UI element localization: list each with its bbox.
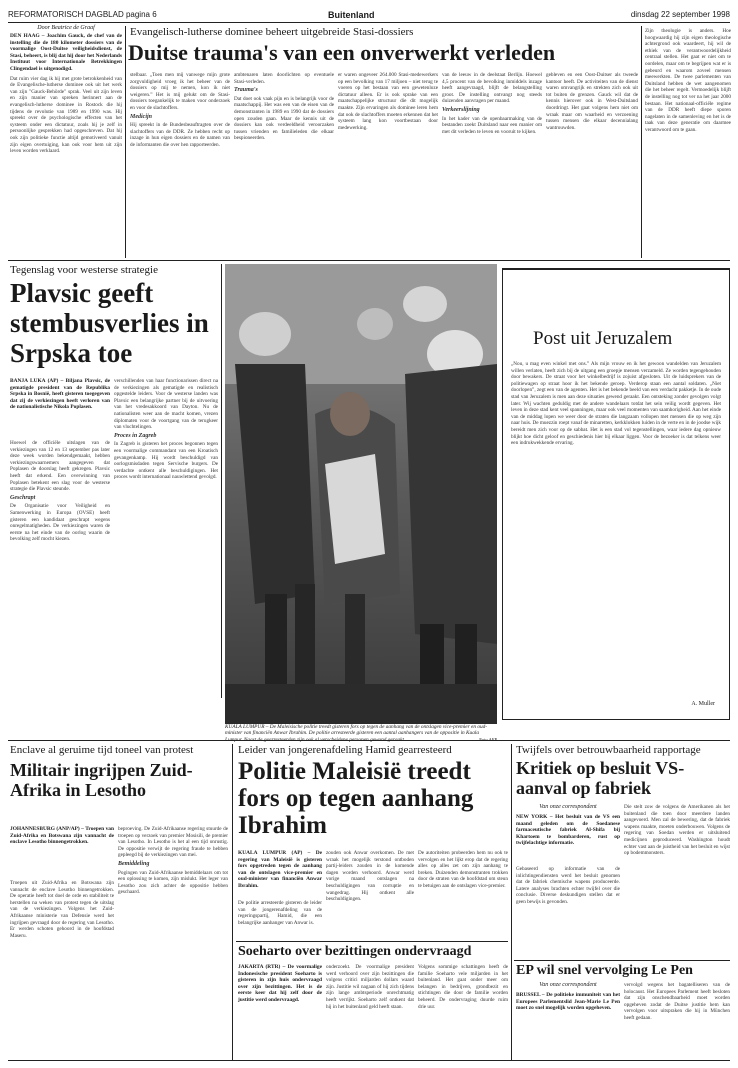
jerusalem-title: Post uit Jeruzalem: [533, 328, 673, 349]
subhead-traumas: Trauma's: [234, 87, 258, 94]
bosnia-body-2: verschillenden van haar functionarissen direct na de verkiezingen als gematigde en realistisch opgestelde leiders. Voor de westerse landen was Plavsic een belangrijke partner bij de uitvoering van het vredesakkoord van Dayton. Nu de nationalisten weer aan de macht komen, vrezen diplomaten voor de voortgang van de terugkeer van vluchtelingen. Proces in Zagreb In Zagreb is gisteren het proces begonnen tegen een voormalige commandant van een Kroatisch gevangenkamp. Hij wordt beschuldigd van oorlogsmisdaden tegen Servische burgers. De verdachte ontkent alle beschuldigingen. Het proces wordt internationaal nauwlettend gevolgd.: [114, 378, 218, 481]
subhead-bemiddeling: Bemiddeling: [118, 860, 150, 867]
malaysia-body-3: De autoriteiten probeerden hem nu ook te vervolgen en het lijkt erop dat de regering alles op alles zet om zijn aanhang te breken. Duizenden demonstranten trokken door de straten van de hoofdstad om steun te betuigen aan de ontslagen vice-premier.: [418, 850, 508, 889]
page-header: [8, 8, 730, 22]
kritiek-headline: Kritiek op besluit VS-aanval op fabriek: [516, 758, 685, 798]
top-story-body-1: Dat ruim vier dag ik hij met grote betrokkenheid van de Evangelische-lutherse dominee ook uit het werk van zijn "Gauck-Behörde" sprak. Veel uit zijn leven en zijn manier van spreken herinnert aan de evangelisch-lutherse dominee in Rostock die hij tijdens de revolutie van 1989 en 1990 was. Hij spreekt over de psychologische effecten van het systeem onder een dictatuur, zoals hij je zelf in persoonlijke gesprekken had opgeschreven. Dat hij ook zijn politieke functie altijd gemotiveerd vanuit zijn eigen overtuiging, kan ook voor hem uit zijn leven worden verklaard.: [10, 75, 122, 155]
bosnia-kicker: Tegenslag voor westerse strategie: [10, 264, 158, 276]
soeharto-body-2: Volgens sommige schattingen heeft de familie Soeharto vele miljarden in het buitenland. Het gaat onder meer om belangen in bedrijven, grondbezit en stichtingen die door de familie worden beheerd. De ondervraging duurde ruim drie uur.: [418, 964, 508, 1010]
header-rule: [8, 22, 730, 23]
riot-police-photo: [225, 264, 497, 724]
top-story-body-4: er waren ongeveer 264.000 Stasi-medewerkers op een bevolking van 17 miljoen – niet terug te voeren op het bestaan van een gewetenloze dictatuur alleen. Er is ook sprake van een maatschappelijke structuur die dit mogelijk maakte. Zijn ervaringen als dominee leren hem dat ook de slachtoffers moeten erkennen dat het systeem lang kon voortbestaan door medewerking.: [338, 72, 438, 131]
malaysia-body-1: De politie arresteerde gisteren de leider van de jongerenafdeling van de regeringspartij, Hamid, die een belangrijke aanhanger van Anwar is.: [238, 900, 322, 926]
lepen-dateline: BRUSSEL – De politieke immuniteit van het Europees Parlementslid Jean-Marie Le Pen moet zo snel mogelijk worden opgeheven.: [516, 992, 620, 1012]
top-story-body-5: van de leeuw in de deelstaat Berlijn. Hoewel 4,5 procent van de bevolking inmiddels inzage heeft aangevraagd, blijft de belangstelling groot. De instelling ontvangt nog steeds duizenden aanvragen per maand. Verkeerslijning In het kader van de openbaarmaking van de bestanden zoekt Duitsland naar een manier om met dit verleden te leven en vooruit te kijken.: [442, 72, 542, 135]
lesotho-body-2: beproeving. De Zuid-Afrikaanse regering stuurde de troepen op verzoek van premier Mosisili, de premier van Lesotho. In Lesotho is het al een tijd onrustig. De oppositie verwijt de regering fraude te hebben gepleegd bij de verkiezingen van mei. Bemiddeling Pogingen van Zuid-Afrikaanse bemiddelaars om tot een oplossing te komen, zijn mislukt. Het leger van Lesotho zou zich achter de oppositie hebben geschaard.: [118, 826, 228, 896]
malaysia-body-2: zouden ook Anwar overkomen. De met wraak het mogelijk terstond ontboden partij-leiders zouden in de komende dagen worden verhoord. Anwar werd vorige maand ontslagen na beschuldigingen van corruptie en wangedrag. Hij ontkent alle beschuldigingen.: [326, 850, 414, 903]
top-story-body-7: Zijn theologie is anders. Hoe hoogwaardig hij zijn eigen theologische achtergrond ook waardeert, hij wil de ethiek van de verantwoordelijkheid centraal stellen. Het gaat er niet om te oordelen, maar om te begrijpen wat er is gebeurd en waarom zoveel mensen meewerkten. De twee parlementen van Duitsland hebben de wet aangenomen die het beheer regelt. Vermoedelijk blijft de instelling nog tot ver na het jaar 2000 bestaan. Het nationaal-officiële regime van de DDR heeft diepe sporen nagelaten in de samenleving en het is de taak van deze generatie om daarmee verantwoord om te gaan.: [645, 28, 731, 133]
top-story-byline: Door Beatrice de Graaf: [37, 25, 95, 31]
soeharto-body-1: onderzoekt. De voormalige president werd verhoord over zijn bezittingen die volgens critici miljarden dollars waard zijn. Justitie wil nagaan of hij zich tijdens zijn lange ambtsperiode onrechtmatig heeft verrijkt. Soeharto zelf ontkent dat hij in het buitenland geld heeft staan.: [326, 964, 414, 1010]
subhead-proces-zagreb: Proces in Zagreb: [114, 432, 157, 439]
lesotho-headline: Militair ingrijpen Zuid-Afrika in Lesotho: [10, 760, 193, 800]
subhead-medicijn: Medicijn: [130, 113, 152, 120]
newspaper-page-label: REFORMATORISCH DAGBLAD pagina 6: [8, 10, 157, 19]
riot-police-photo-svg: [225, 264, 497, 724]
photo-caption-text: KUALA LUMPUR – De Maleisische politie treedt gisteren fors op tegen de aanhang van de ontslagen vice-premier en oud-minister van financiën Anwar Ibrahim. De politie arresteerde gisteren een aantal aanhangers van de oppositie in Kuala: [225, 724, 488, 737]
kritiek-body-1: Gebaseerd op informatie van de inlichtingendiensten werd het besluit genomen dat de fabriek chemische wapens produceerde. Latere analyses brachten echter twijfel over die conclusie. Diverse deskundigen stellen dat er geen bewijs is gevonden.: [516, 866, 620, 905]
kritiek-kicker: Twijfels over betrouwbaarheid rapportage: [516, 744, 701, 756]
kritiek-byline: Van onze correspondent: [539, 804, 597, 810]
lepen-headline: EP wil snel vervolging Le Pen: [516, 963, 693, 978]
lesotho-body-1: Troepen uit Zuid-Afrika en Botswana zijn vannacht de enclave Lesotho binnengetrokken. De operatie heeft tot doel de orde en stabiliteit te herstellen na weken van protest tegen de uitslag van de verkiezingen. Volgens het Zuid-Afrikaanse ministerie van Defensie werd het ingrijpen gevraagd door de regering van Lesotho. Er werden schoten gehoord in de hoofdstad Maseru.: [10, 880, 114, 939]
jerusalem-body: „Nou, u mag even winkel met ons.” Als mijn vrouw en ik het gewoon wandelden van Jeruzalem willen verlaten, heeft zich bij de uitgang een groepje mensen verzameld. Ze worden tegengehouden door bewakers. De straat voor het winkelbedrijf is zojuist afgesloten. Uit de luidsprekers van de politiewagen op straat hoor ik het bekende geroep. Verderop staan een aantal soldaten. „Niet doorlopen”, zegt een van de agenten. Het is het bekende beeld van een verdacht pakketje. In de oude stad van Jeruzalem is men aan deze situaties gewend geraakt. Een ontsteking zonder gevolgen volgt later. Wij wachten geduldig met de andere wandelaars totdat het sein veilig wordt gegeven. Het leven in deze stad kent veel spanningen, maar ook veel momenten van saamhorigheid. Aan het einde van de middag lopen we weer door de straten die langzaam vollopen met mensen die op weg zijn naar huis. De muezzin roept vanaf de minaretten, kerkklokken luiden in de verte en in de joodse wijk bereidt men zich voor op de sabbat. Het is een stad vol tegenstellingen, waar iedere dag opnieuw blijkt hoe dicht geloof en geschiedenis hier bij elkaar liggen. Voor de bezoeker is dat telkens weer een indrukwekkende ervaring.: [511, 361, 721, 447]
top-story-headline: Duitse trauma's van een onverwerkt verleden: [128, 40, 556, 65]
lepen-body-1: vervolgd wegens het bagatelliseren van de holocaust. Het Europees Parlement heeft besloten dat zijn onschendbaarheid moet worden opgeheven zodat de Duitse justitie hem kan vervolgen voor uitspraken die hij in München heeft gedaan.: [624, 982, 730, 1021]
top-story-body-2: stelbaar. „Toen men mij vanwege mijn grote zorgvuldigheid vroeg ik het beheer van de dossiers op mij te nemen, kon ik niet weigeren.” Het is mij gelukt om de Stasi-dossiers toegankelijk te maken voor onderzoek en voor de slachtoffers. Medicijn Hij spreekt in de Bundesbeauftragten over de slachtoffers van de DDR. Ze hebben recht op inzage in hun eigen dossiers en de namen van de informanten die over hen rapporteerden.: [130, 72, 230, 148]
top-story-body-3: ambtenaren laten doorlichten op eventuele Stasi-verleden. Trauma's Dat doet ook vaak pijn en is belangrijk voor de maatschappij. Het was een van de eisen van de demonstranten in 1989 en 1990 dat de dossiers open zouden gaan. Maar de kennis uit de dossiers kan ook verdeeldheid veroorzaken tussen vrienden en familieleden die elkaar bespioneerden.: [234, 72, 334, 142]
subhead-geschrapt: Geschrapt: [10, 494, 36, 501]
subhead-verkeerslijning: Verkeerslijning: [442, 106, 480, 113]
soeharto-headline: Soeharto over bezittingen ondervraagd: [238, 944, 472, 959]
page-date: dinsdag 22 september 1998: [630, 10, 730, 19]
top-story-intro: DEN HAAG – Joachim Gauck, de chef van de instelling die de 180 kilometer dossiers van de voormalige Oost-Duitse veiligheidsdienst, de Stasi, beheert, is blij dat hij door het Nederlands Instituut voor Internationale Betrekkingen Clingendael is uitgenodigd.: [10, 33, 122, 72]
soeharto-dateline: JAKARTA (RTR) – De voormalige Indonesische president Soeharto is gisteren in zijn huis ondervraagd over zijn bezittingen. Het is de eerste keer dat hij zelf door de justitie werd ondervraagd.: [238, 964, 322, 1003]
malaysia-dateline: KUALA LUMPUR (AP) – De regering van Maleisië is gisteren fors opgetreden tegen de aanhang van de ontslagen vice-premier en oud-minister van financiën Anwar Ibrahim.: [238, 850, 322, 889]
top-story-body-6: gebleven en een Oost-Duitser als tweede kantoor heeft. De activiteiten van de dienst waren omvangrijk en strekten zich ook uit tot buiten de grenzen. Gauck wil dat de kennis hierover ook in West-Duitsland doordringt. Het gaat volgens hem niet om wraak maar om waarheid en verzoening tussen mensen die elkaar decennialang wantrouwden.: [546, 72, 638, 131]
kritiek-dateline: NEW YORK – Het besluit van de VS een maand geleden om de Soedanese farmaceutische fabriek Al-Shifa bij Khartoem te bombarderen, rust op twijfelachtige informatie.: [516, 814, 620, 847]
top-story-kicker: Evangelisch-lutherse dominee beheert uitgebreide Stasi-dossiers: [130, 26, 414, 38]
post-uit-jeruzalem-column: [502, 268, 730, 720]
bosnia-dateline: BANJA LUKA (AP) – Biljana Plavsic, de gematigde president van de Republika Srpska in Bosnië, heeft gisteren toegegeven dat zij de verkiezingen heeft verloren van de nationalistische Nikola Poplasen.: [10, 378, 110, 411]
lepen-byline: Van onze correspondent: [539, 982, 597, 988]
section-title: Buitenland: [328, 10, 375, 20]
malaysia-headline: Politie Maleisië treedt fors op tegen aanhang Ibrahim: [238, 758, 474, 839]
lesotho-dateline: JOHANNESBURG (ANP/AP) – Troepen van Zuid-Afrika en Botswana zijn vannacht de enclave Lesotho binnengetrokken.: [10, 826, 114, 846]
bosnia-headline: Plavsic geeft stembusverlies in Srpska toe: [10, 278, 209, 368]
jerusalem-author: A. Muller: [691, 701, 715, 707]
kritiek-body-2: Die stelt zow de volgens de Amerikanen als het buitenland die toen door meerdere landen aangevoerd. Men zal de bewering, dat de fabriek wapens maakte, moeten onderbouwen. Volgens de regering van Soedan werden er uitsluitend medicijnen geproduceerd. Washington houdt echter vast aan de juistheid van het besluit en wijst op bodemmonsters.: [624, 804, 730, 857]
bosnia-body-1: Hoewel de officiële uitslagen van de verkiezingen van 12 en 13 september pas later deze week worden bekendgemaakt, hebben verkiezingswaarnemers aangegeven dat Poplasen de doorslag heeft gekregen. Plavsic heeft dat erkend. Een overwinning van Poplasen betekent een slag voor de westerse strategie die Plavsic steunde. Geschrapt De Organisatie voor Veiligheid en Samenwerking in Europa (OVSE) heeft gisteren een kandidaat geschrapt wegens onregelmatigheden. De verkiezingen waren de eerste na het einde van de oorlog waarin de bevolking zelf mocht kiezen.: [10, 440, 110, 543]
top-story-intro-column: [10, 25, 122, 260]
lesotho-kicker: Enclave al geruime tijd toneel van protest: [10, 744, 194, 756]
malaysia-kicker: Leider van jongerenafdeling Hamid gearresteerd: [238, 744, 452, 756]
